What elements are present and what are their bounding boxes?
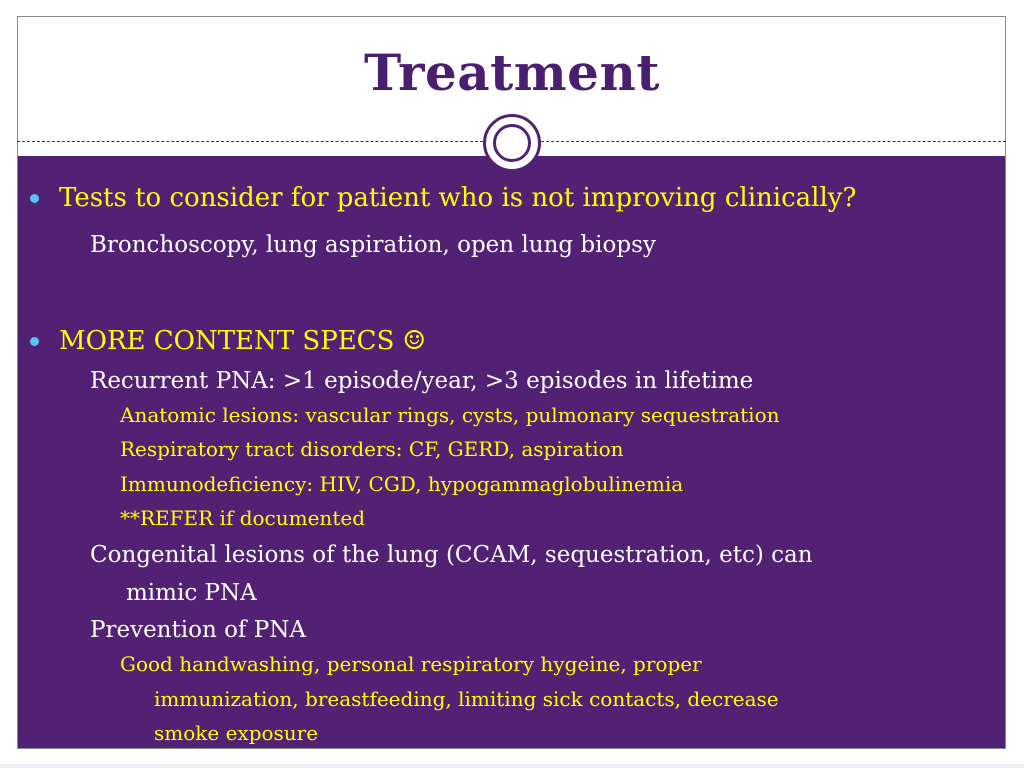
sub-bullet: Recurrent PNA: >1 episode/year, >3 episodes in lifetime [90,368,754,394]
sub-sub-bullet: Immunodeficiency: HIV, CGD, hypogammaglobulinemia [120,472,684,496]
sub-sub-bullet-continuation: smoke exposure [154,721,319,745]
sub-sub-bullet: Good handwashing, personal respiratory hygeine, proper [120,652,702,676]
bullet-dot-icon [30,337,39,346]
sub-bullet: Congenital lesions of the lung (CCAM, sequestration, etc) can [90,542,813,568]
sub-sub-bullet: Anatomic lesions: vascular rings, cysts, pulmonary sequestration [120,403,780,427]
bullet-heading: Tests to consider for patient who is not improving clinically? [59,183,857,213]
title-divider-left [17,141,483,142]
slide-title: Treatment [364,43,660,102]
sub-bullet-continuation: mimic PNA [126,580,257,606]
sub-sub-bullet: Respiratory tract disorders: CF, GERD, aspiration [120,437,624,461]
title-divider-right [541,141,1006,142]
circle-ornament-icon [483,114,541,172]
bullet-dot-icon [30,194,39,203]
circle-ornament-inner [493,124,531,162]
sub-sub-bullet: **REFER if documented [120,506,365,530]
sub-bullet: Bronchoscopy, lung aspiration, open lung biopsy [90,232,656,258]
sub-bullet: Prevention of PNA [90,617,306,643]
sub-sub-bullet-continuation: immunization, breastfeeding, limiting sick contacts, decrease [154,687,779,711]
bottom-strip [0,764,1024,768]
bullet-heading: MORE CONTENT SPECS ☺ [59,326,426,356]
